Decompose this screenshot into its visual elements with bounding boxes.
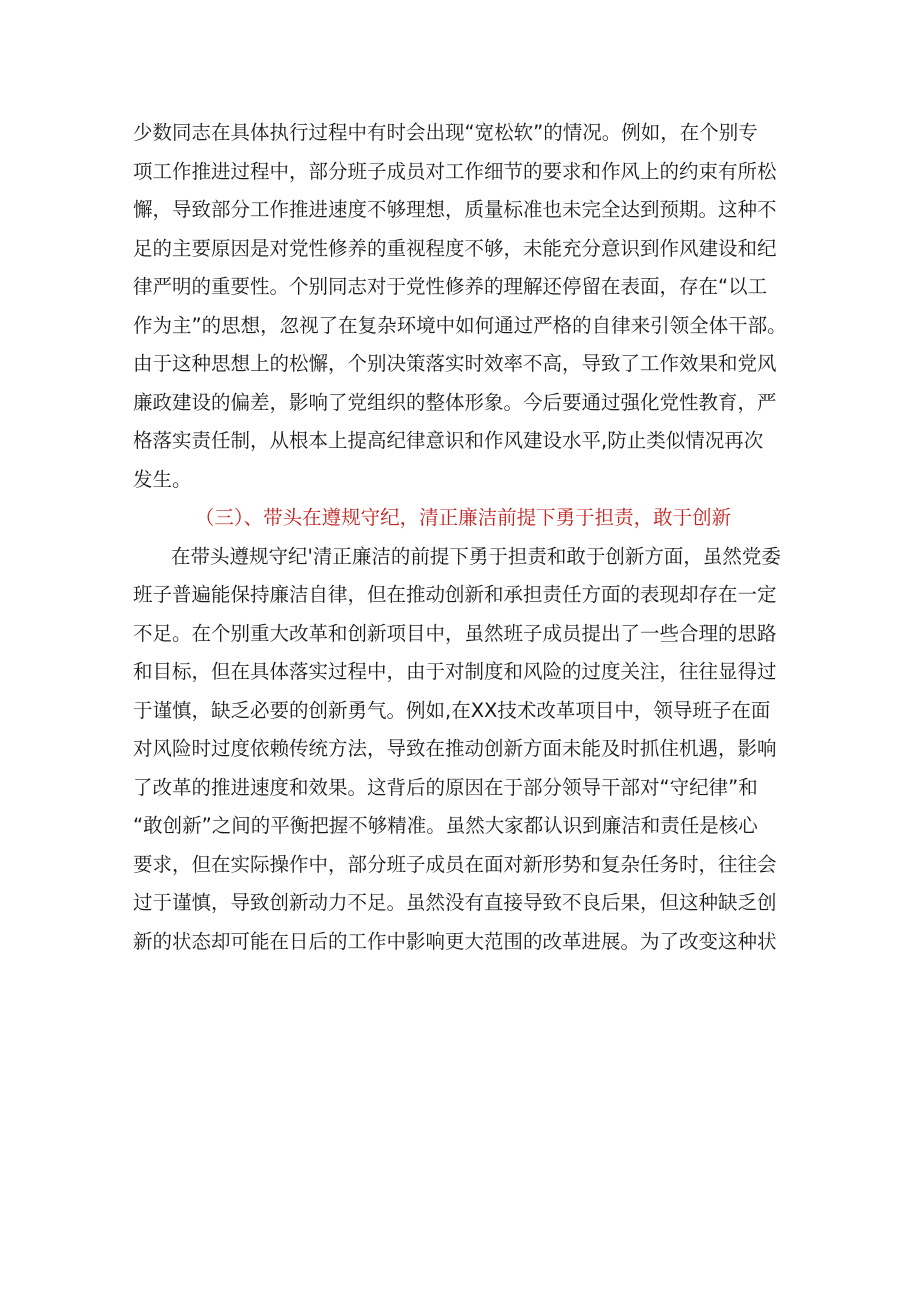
paragraph-2 bbox=[133, 538, 793, 962]
paragraph-line: 在带头遵规守纪'清正廉洁的前提下勇于担责和敢于创新方面，虽然党委 bbox=[171, 544, 781, 568]
paragraph-line: 新的状态却可能在日后的工作中影响更大范围的改革进展。为了改变这种状 bbox=[133, 929, 777, 953]
paragraph-line: 廉政建设的偏差，影响了党组织的整体形象。今后要通过强化党性教育，严 bbox=[133, 390, 777, 414]
paragraph-line: 项工作推进过程中，部分班子成员对工作细节的要求和作风上的约束有所松 bbox=[133, 159, 777, 183]
paragraph-line: 不足。在个别重大改革和创新项目中，虽然班子成员提出了一些合理的思路 bbox=[133, 621, 777, 645]
paragraph-line: 足的主要原因是对党性修养的重视程度不够，未能充分意识到作风建设和纪 bbox=[133, 236, 777, 260]
paragraph-line: 发生。 bbox=[133, 467, 192, 491]
paragraph-line: 对风险时过度依赖传统方法，导致在推动创新方面未能及时抓住机遇，影响 bbox=[133, 737, 777, 760]
paragraph-line: 作为主”的思想，忽视了在复杂环境中如何通过严格的自律来引领全体干部。 bbox=[133, 313, 787, 337]
section-heading: （三）、带头在遵规守纪，清正廉洁前提下勇于担责，敢于创新 bbox=[194, 506, 732, 529]
paragraph-line: 了改革的推进速度和效果。这背后的原因在于部分领导干部对“守纪律”和 bbox=[133, 775, 758, 799]
paragraph-line: 过于谨慎，导致创新动力不足。虽然没有直接导致不良后果，但这种缺乏创 bbox=[133, 891, 777, 914]
paragraph-line: 和目标，但在具体落实过程中，由于对制度和风险的过度关注，往往显得过 bbox=[133, 660, 777, 683]
paragraph-line: 少数同志在具体执行过程中有时会出现“宽松软”的情况。例如，在个别专 bbox=[133, 121, 758, 144]
paragraph-line: 要求，但在实际操作中，部分班子成员在面对新形势和复杂任务时，往往会 bbox=[133, 852, 777, 876]
paragraph-line: 班子普遍能保持廉洁自律，但在推动创新和承担责任方面的表现却存在一定 bbox=[133, 583, 777, 606]
paragraph-line: 律严明的重要性。个别同志对于党性修养的理解还停留在表面，存在“以工 bbox=[133, 275, 768, 298]
document-body bbox=[133, 114, 793, 961]
paragraph-line: 懈，导致部分工作推进速度不够理想，质量标准也未完全达到预期。这种不 bbox=[133, 198, 777, 221]
paragraph-line: 格落实责任制，从根本上提高纪律意识和作风建设水平,防止类似情况再次 bbox=[133, 429, 764, 452]
paragraph-1 bbox=[133, 114, 793, 499]
paragraph-line: 于谨慎，缺乏必要的创新勇气。例如,在XX技术改革项目中，领导班子在面 bbox=[133, 698, 771, 722]
paragraph-line: 由于这种思想上的松懈，个别决策落实时效率不高，导致了工作效果和党风 bbox=[133, 352, 777, 375]
paragraph-line: “敢创新”之间的平衡把握不够精准。虽然大家都认识到廉洁和责任是核心 bbox=[133, 814, 758, 837]
